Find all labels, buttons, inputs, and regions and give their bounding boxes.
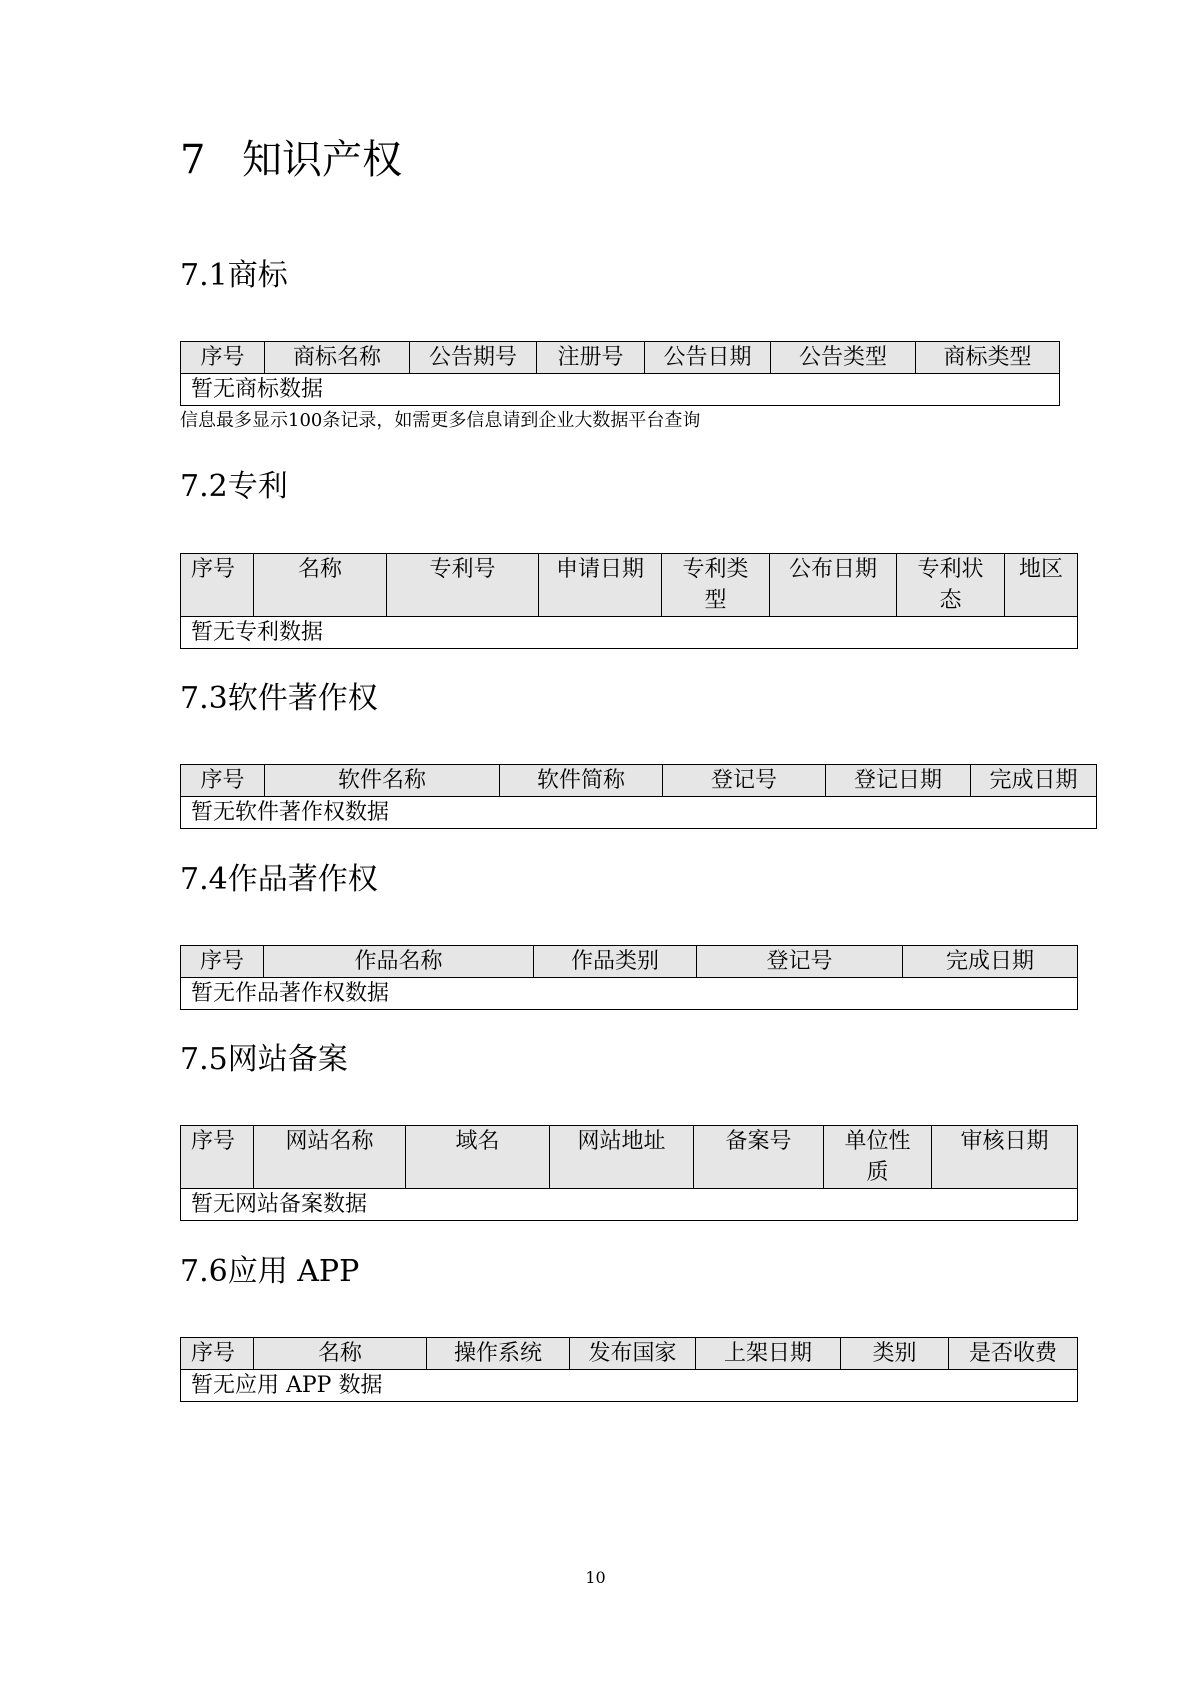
column-header: 作品名称 [264, 946, 534, 978]
column-header: 完成日期 [971, 765, 1097, 797]
column-header: 网站地址 [550, 1126, 694, 1189]
column-header: 序号 [181, 765, 265, 797]
column-header: 作品类别 [534, 946, 697, 978]
column-header: 登记号 [697, 946, 903, 978]
table-row [181, 978, 1078, 1010]
column-header: 公告期号 [410, 342, 537, 374]
column-header: 域名 [406, 1126, 550, 1189]
website-table [180, 1125, 1078, 1221]
table-header-row [181, 946, 1078, 978]
column-header: 专利类型 [662, 554, 770, 617]
empty-message: 暂无应用 APP 数据 [181, 1370, 1078, 1402]
column-header: 商标名称 [265, 342, 410, 374]
software-copyright-table [180, 764, 1097, 829]
column-header: 序号 [181, 1126, 254, 1189]
column-header: 专利状态 [897, 554, 1005, 617]
empty-message: 暂无软件著作权数据 [181, 797, 1097, 829]
column-header: 网站名称 [254, 1126, 406, 1189]
section-heading-software-copyright: 7.3软件著作权 [180, 681, 378, 716]
column-header: 公告日期 [645, 342, 771, 374]
empty-message: 暂无作品著作权数据 [181, 978, 1078, 1010]
column-header: 备案号 [694, 1126, 824, 1189]
section-heading-trademark: 7.1商标 [180, 258, 288, 293]
column-header: 序号 [181, 554, 254, 617]
chapter-title [180, 136, 402, 184]
section-heading-website: 7.5网站备案 [180, 1042, 348, 1077]
table-row [181, 797, 1097, 829]
column-header: 登记日期 [826, 765, 971, 797]
empty-message: 暂无专利数据 [181, 617, 1078, 649]
table-header-row [181, 1126, 1078, 1189]
records-note: 信息最多显示100条记录，如需更多信息请到企业大数据平台查询 [180, 410, 701, 431]
table-row [181, 1370, 1078, 1402]
table-row [181, 374, 1060, 406]
column-header: 上架日期 [696, 1338, 841, 1370]
column-header: 注册号 [537, 342, 645, 374]
table-row [181, 617, 1078, 649]
column-header: 公告类型 [771, 342, 916, 374]
table-header-row [181, 1338, 1078, 1370]
column-header: 序号 [181, 342, 265, 374]
column-header: 单位性质 [824, 1126, 932, 1189]
works-copyright-table [180, 945, 1078, 1010]
column-header: 软件名称 [265, 765, 500, 797]
column-header: 登记号 [663, 765, 826, 797]
column-header: 商标类型 [916, 342, 1060, 374]
app-table [180, 1337, 1078, 1402]
empty-message: 暂无网站备案数据 [181, 1189, 1078, 1221]
column-header: 名称 [254, 1338, 427, 1370]
patent-table [180, 553, 1078, 649]
column-header: 完成日期 [903, 946, 1078, 978]
column-header: 序号 [181, 1338, 254, 1370]
column-header: 发布国家 [570, 1338, 696, 1370]
column-header: 审核日期 [932, 1126, 1078, 1189]
trademark-table [180, 341, 1060, 406]
column-header: 申请日期 [539, 554, 662, 617]
column-header: 公布日期 [770, 554, 897, 617]
chapter-title-text: 知识产权 [242, 137, 402, 183]
table-row [181, 1189, 1078, 1221]
column-header: 类别 [841, 1338, 949, 1370]
chapter-number: 7 [180, 137, 206, 183]
column-header: 序号 [181, 946, 264, 978]
table-header-row [181, 554, 1078, 617]
page-number: 10 [585, 1568, 606, 1587]
column-header: 是否收费 [949, 1338, 1078, 1370]
column-header: 专利号 [387, 554, 539, 617]
column-header: 地区 [1005, 554, 1078, 617]
column-header: 软件简称 [500, 765, 663, 797]
table-header-row [181, 342, 1060, 374]
column-header: 操作系统 [427, 1338, 570, 1370]
section-heading-patent: 7.2专利 [180, 469, 288, 504]
table-header-row [181, 765, 1097, 797]
section-heading-works-copyright: 7.4作品著作权 [180, 862, 378, 897]
column-header: 名称 [254, 554, 387, 617]
empty-message: 暂无商标数据 [181, 374, 1060, 406]
section-heading-app: 7.6应用 APP [180, 1254, 360, 1289]
